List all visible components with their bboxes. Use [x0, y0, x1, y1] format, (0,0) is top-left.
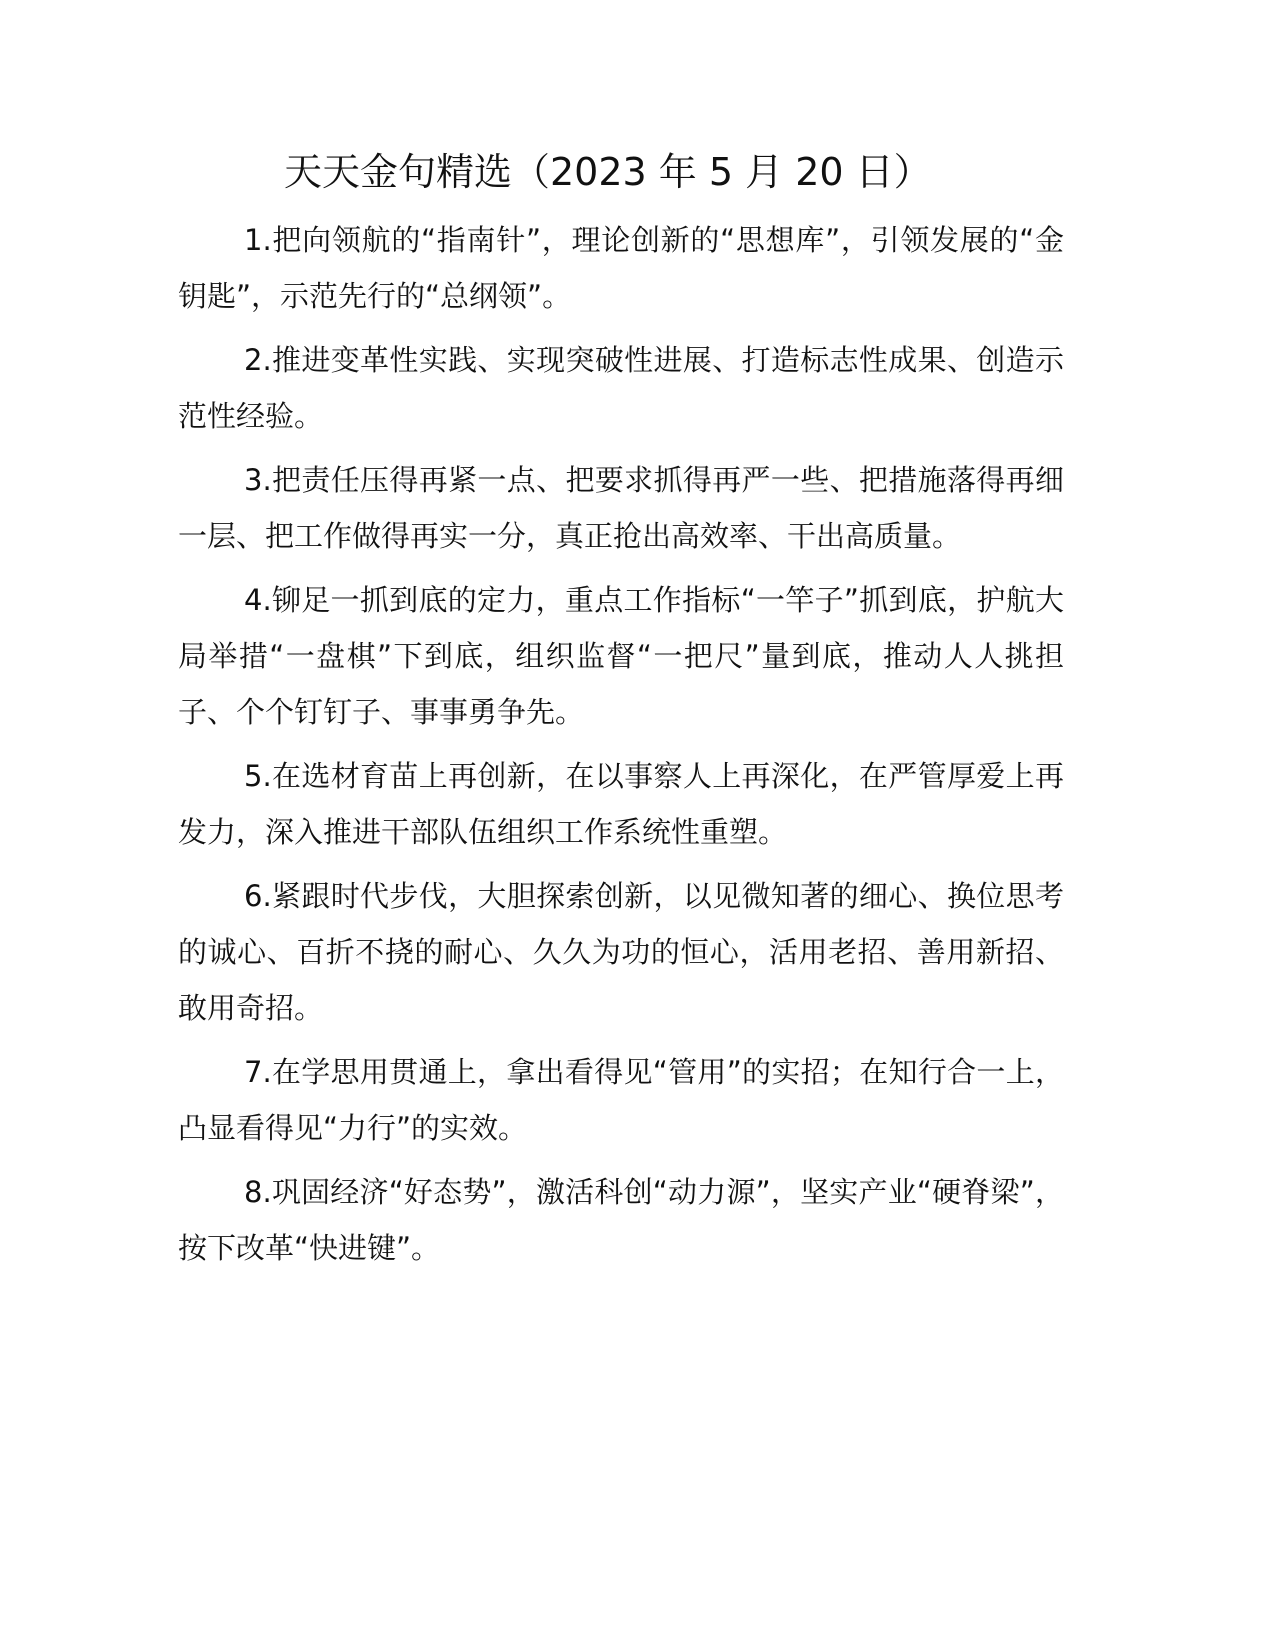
quote-item-5: 5.在选材育苗上再创新，在以事察人上再深化，在严管厚爱上再发力，深入推进干部队伍组织工作系统性重塑。 [178, 759, 1064, 849]
quote-item-3: 3.把责任压得再紧一点、把要求抓得再严一些、把措施落得再细一层、把工作做得再实一分，真正抢出高效率、干出高质量。 [178, 463, 1064, 553]
quote-list [178, 212, 1064, 1276]
quote-item-7: 7.在学思用贯通上，拿出看得见“管用”的实招；在知行合一上，凸显看得见“力行”的实效。 [178, 1055, 1064, 1145]
quote-item-8: 8.巩固经济“好态势”，激活科创“动力源”，坚实产业“硬脊梁”，按下改革“快进键”。 [178, 1175, 1064, 1265]
quote-item-4: 4.铆足一抓到底的定力，重点工作指标“一竿子”抓到底，护航大局举措“一盘棋”下到底，组织监督“一把尺”量到底，推动人人挑担子、个个钉钉子、事事勇争先。 [178, 583, 1064, 729]
quote-item-2: 2.推进变革性实践、实现突破性进展、打造标志性成果、创造示范性经验。 [178, 343, 1064, 433]
quote-item-1: 1.把向领航的“指南针”，理论创新的“思想库”，引领发展的“金钥匙”，示范先行的“总纲领”。 [178, 223, 1064, 313]
quote-item-6: 6.紧跟时代步伐，大胆探索创新，以见微知著的细心、换位思考的诚心、百折不挠的耐心、久久为功的恒心，活用老招、善用新招、敢用奇招。 [178, 879, 1064, 1025]
document-title: 天天金句精选（2023 年 5 月 20 日） [284, 150, 932, 194]
document-page [178, 140, 1064, 1284]
